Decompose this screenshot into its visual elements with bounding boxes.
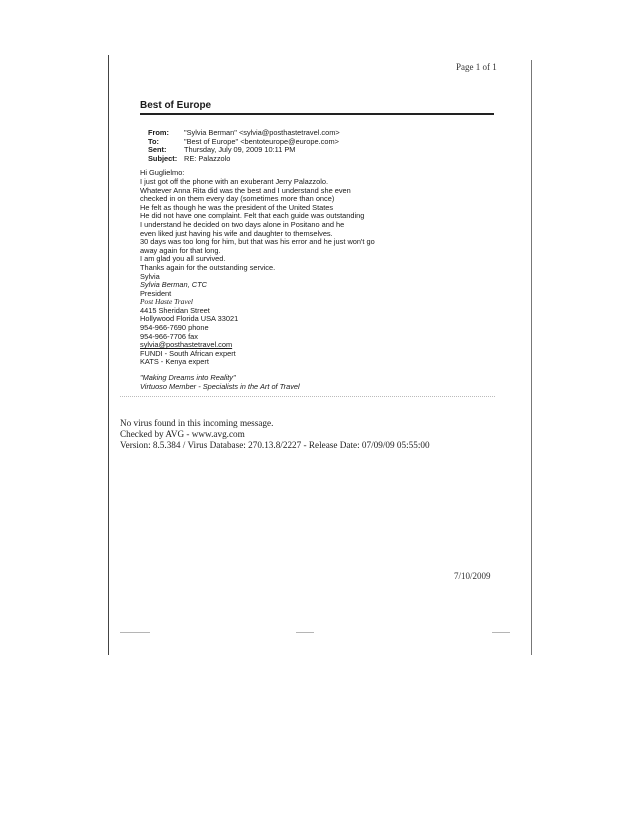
signature-role: President — [140, 288, 172, 298]
signature-name-title: Sylvia Berman, CTC — [140, 280, 207, 290]
body-line: even liked just having his wife and daughter to themselves. — [140, 228, 333, 238]
body-line: He did not have one complaint. Felt that each guide was outstanding — [140, 211, 365, 221]
title-rule — [140, 113, 494, 115]
header-value: "Best of Europe" <bentoteurope@europe.com> — [184, 136, 339, 146]
body-line: I just got off the phone with an exuberant Jerry Palazzolo. — [140, 176, 329, 186]
body-line: I understand he decided on two days alone in Positano and he — [140, 219, 345, 229]
footer-line: Version: 8.5.384 / Virus Database: 270.13.8/2227 - Release Date: 07/09/09 05:55:00 — [120, 440, 430, 450]
signature-phone: 954-966-7690 phone — [140, 323, 209, 333]
signature-fundi: FUNDI - South African expert — [140, 348, 236, 358]
email-printout — [140, 100, 500, 391]
body-line: 30 days was too long for him, but that was his error and he just won't go — [140, 237, 375, 247]
signature-fax: 954-966-7706 fax — [140, 331, 198, 341]
scan-smudge — [296, 632, 314, 633]
page-number: Page 1 of 1 — [456, 62, 497, 72]
footer-line: No virus found in this incoming message. — [120, 418, 274, 428]
body-line: Whatever Anna Rita did was the best and I understand she even — [140, 185, 351, 195]
body-line: Hi Guglielmo: — [140, 168, 185, 178]
signature-email-link[interactable]: sylvia@posthastetravel.com — [140, 340, 233, 350]
signature-city: Hollywood Florida USA 33021 — [140, 314, 239, 324]
body-line: Thanks again for the outstanding service. — [140, 262, 276, 272]
signature-name: Sylvia — [140, 271, 160, 281]
virus-scan-footer — [120, 418, 430, 451]
header-value: Thursday, July 09, 2009 10:11 PM — [184, 145, 296, 155]
print-date: 7/10/2009 — [454, 571, 491, 581]
header-label: Subject: — [148, 153, 178, 163]
email-title: Best of Europe — [140, 100, 212, 111]
scan-edge-right — [531, 60, 532, 655]
body-line: away again for that long. — [140, 245, 221, 255]
separator-rule — [120, 396, 495, 397]
header-subject — [140, 155, 500, 164]
body-line: He felt as though he was the president of the United States — [140, 202, 334, 212]
signature-virtuoso: Virtuoso Member - Specialists in the Art of Travel — [140, 381, 300, 391]
body-line: checked in on them every day (sometimes more than once) — [140, 194, 335, 204]
scan-smudge — [492, 632, 510, 633]
body-line: I am glad you all survived. — [140, 254, 226, 264]
signature-tagline: "Making Dreams into Reality" — [140, 373, 236, 383]
scan-edge-left — [108, 55, 109, 655]
email-body — [140, 169, 500, 391]
signature-kats: KATS - Kenya expert — [140, 357, 209, 367]
footer-line: Checked by AVG - www.avg.com — [120, 429, 245, 439]
header-label: Sent: — [148, 145, 167, 155]
header-label: From: — [148, 128, 169, 137]
scan-smudge — [120, 632, 150, 633]
header-value: RE: Palazzolo — [184, 153, 231, 163]
signature-company: Post Haste Travel — [140, 297, 193, 307]
header-value: "Sylvia Berman" <sylvia@posthastetravel.com> — [184, 128, 340, 137]
signature-street: 4415 Sheridan Street — [140, 305, 210, 315]
header-label: To: — [148, 136, 159, 146]
